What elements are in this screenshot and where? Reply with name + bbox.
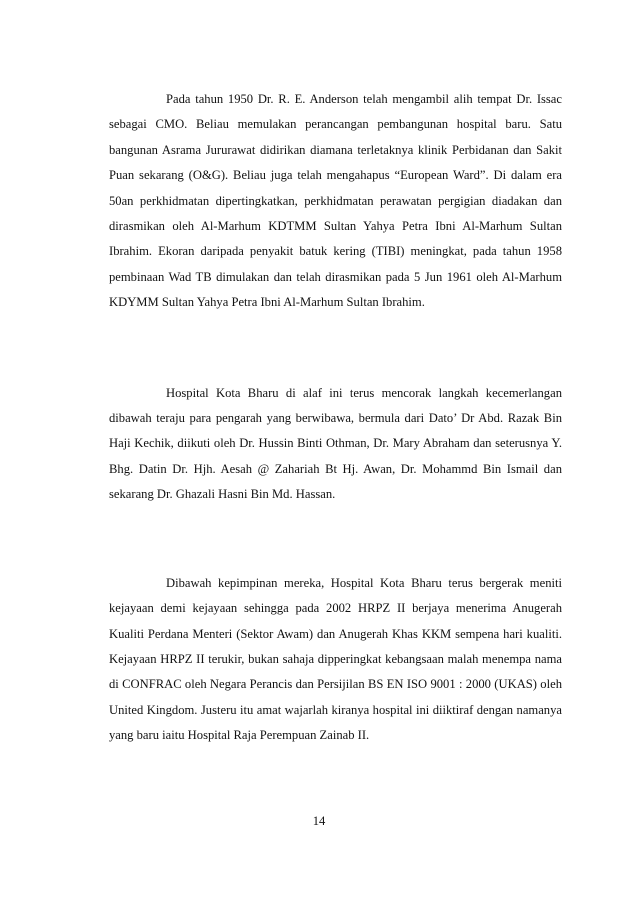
page-number: 14 xyxy=(312,814,326,828)
page-body xyxy=(109,87,562,749)
paragraph-2: Hospital Kota Bharu di alaf ini terus mencorak langkah kecemerlangan dibawah teraju para pengarah yang berwibawa, bermula dari Dato’ Dr Abd. Razak Bin Haji Kechik, diikuti oleh Dr. Hussin Binti Othman, Dr. Mary Abraham dan seterusnya Y. Bhg. Datin Dr. Hjh. Aesah @ Zahariah Bt Hj. Awan, Dr. Mohammd Bin Ismail dan sekarang Dr. Ghazali Hasni Bin Md. Hassan. xyxy=(109,385,562,502)
paragraph-1: Pada tahun 1950 Dr. R. E. Anderson telah mengambil alih tempat Dr. Issac sebagai CMO. Beliau memulakan perancangan pembangunan hospital baru. Satu bangunan Asrama Jururawat didirikan diamana terletaknya klinik Perbidanan dan Sakit Puan sekarang (O&G). Beliau juga telah mengahapus “European Ward”. Di dalam era 50an perkhidmatan dipertingkatkan, perkhidmatan perawatan pergigian diadakan dan dirasmikan oleh Al-Marhum KDTMM Sultan Yahya Petra Ibni Al-Marhum Sultan Ibrahim. Ekoran daripada penyakit batuk kering (TIBI) meningkat, pada tahun 1958 pembinaan Wad TB dimulakan dan telah dirasmikan pada 5 Jun 1961 oleh Al-Marhum KDYMM Sultan Yahya Petra Ibni Al-Marhum Sultan Ibrahim. xyxy=(109,92,562,310)
paragraph-3: Dibawah kepimpinan mereka, Hospital Kota Bharu terus bergerak meniti kejayaan demi kejayaan sehingga pada 2002 HRPZ II berjaya menerima Anugerah Kualiti Perdana Menteri (Sektor Awam) dan Anugerah Khas KKM sempena hari kualiti. Kejayaan HRPZ II terukir, bukan sahaja dipperingkat kebangsaan malah menempa nama di CONFRAC oleh Negara Perancis dan Persijilan BS EN ISO 9001 : 2000 (UKAS) oleh United Kingdom. Justeru itu amat wajarlah kiranya hospital ini diiktiraf dengan namanya yang baru iaitu Hospital Raja Perempuan Zainab II. xyxy=(109,575,562,743)
